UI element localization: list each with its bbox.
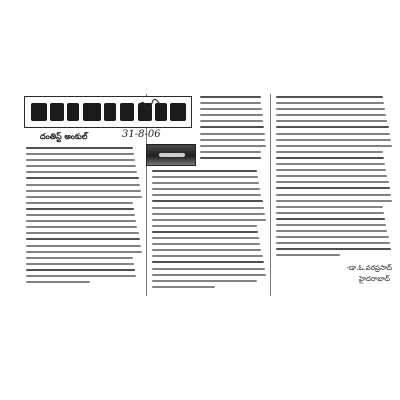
text-line	[152, 225, 257, 227]
text-line	[276, 151, 383, 153]
text-line	[26, 196, 142, 198]
text-line	[276, 108, 385, 110]
newspaper-clipping	[24, 94, 392, 296]
text-line	[200, 157, 261, 159]
text-line	[152, 261, 264, 263]
text-line	[152, 207, 264, 209]
text-line	[152, 182, 259, 184]
text-line	[152, 231, 258, 233]
text-line	[26, 232, 139, 234]
text-line	[152, 200, 263, 202]
text-line	[276, 181, 389, 183]
text-line	[26, 214, 135, 216]
handwritten-date: 31-8-06	[122, 129, 161, 140]
text-line	[200, 126, 264, 128]
text-column-2	[152, 170, 266, 292]
text-line	[26, 165, 136, 167]
text-line	[200, 133, 265, 135]
text-line	[276, 194, 391, 196]
headline-glyph	[170, 103, 186, 121]
text-line	[26, 177, 139, 179]
text-line	[276, 114, 386, 116]
text-line	[200, 108, 262, 110]
text-line	[26, 251, 142, 253]
text-line	[276, 133, 390, 135]
column-rule-right	[270, 94, 271, 296]
text-line	[152, 249, 261, 251]
text-line	[152, 280, 257, 282]
text-line	[152, 176, 258, 178]
text-line	[200, 145, 266, 147]
text-line	[152, 286, 215, 288]
byline-name: -డా.ఓ.వరప్రసాద్	[346, 264, 392, 272]
headline-glyph	[67, 103, 79, 121]
text-line	[152, 243, 260, 245]
text-line	[26, 275, 136, 277]
headline-glyph	[50, 103, 64, 121]
text-line	[152, 237, 259, 239]
text-line	[276, 236, 389, 238]
text-line	[276, 187, 390, 189]
text-line	[152, 194, 261, 196]
text-line	[26, 263, 134, 265]
headline-glyph	[104, 103, 116, 121]
text-line	[276, 120, 387, 122]
text-line	[26, 220, 136, 222]
byline	[276, 264, 392, 290]
text-line	[26, 159, 135, 161]
article-photo	[146, 144, 196, 166]
byline-place: హైదరాబాద్	[358, 275, 390, 283]
text-line	[276, 126, 389, 128]
text-line	[152, 188, 260, 190]
text-line	[276, 145, 392, 147]
text-line	[26, 147, 133, 149]
text-line	[200, 151, 261, 153]
text-line	[152, 170, 257, 172]
text-line	[152, 255, 263, 257]
text-line	[26, 153, 134, 155]
text-line	[200, 96, 261, 98]
text-line	[26, 190, 141, 192]
text-column-3	[276, 96, 392, 261]
text-line	[200, 120, 263, 122]
text-line	[26, 226, 137, 228]
text-line	[276, 96, 383, 98]
text-line	[276, 175, 387, 177]
text-column-2-top	[200, 96, 266, 163]
headline-banner	[24, 96, 192, 128]
text-line	[276, 206, 383, 208]
text-line	[152, 268, 265, 270]
text-line	[200, 114, 263, 116]
text-line	[276, 242, 390, 244]
text-line	[26, 245, 141, 247]
text-line	[26, 171, 137, 173]
text-line	[26, 269, 135, 271]
headline-glyph	[120, 103, 134, 121]
subhead-row	[26, 131, 192, 143]
text-line	[276, 157, 384, 159]
column-label: దంతిస్ట్ అంకుల్	[40, 132, 88, 141]
text-line	[276, 169, 386, 171]
text-line	[152, 219, 266, 221]
text-line	[26, 208, 134, 210]
text-line	[276, 163, 385, 165]
text-line	[276, 212, 384, 214]
text-line	[276, 139, 391, 141]
text-line	[276, 200, 392, 202]
text-line	[26, 202, 133, 204]
headline-glyph	[31, 103, 47, 121]
text-line	[276, 102, 384, 104]
text-line	[276, 224, 386, 226]
headline-glyph	[83, 103, 101, 121]
text-line	[276, 230, 387, 232]
text-line	[276, 218, 385, 220]
text-line	[26, 238, 140, 240]
text-line	[26, 257, 133, 259]
text-line	[200, 139, 265, 141]
text-line	[276, 254, 340, 256]
text-line	[26, 184, 140, 186]
text-line	[200, 102, 261, 104]
text-line	[152, 274, 266, 276]
text-line	[276, 248, 391, 250]
text-column-1	[26, 147, 142, 287]
handwritten-mark-icon	[137, 99, 163, 111]
text-line	[152, 213, 265, 215]
text-line	[26, 281, 90, 283]
